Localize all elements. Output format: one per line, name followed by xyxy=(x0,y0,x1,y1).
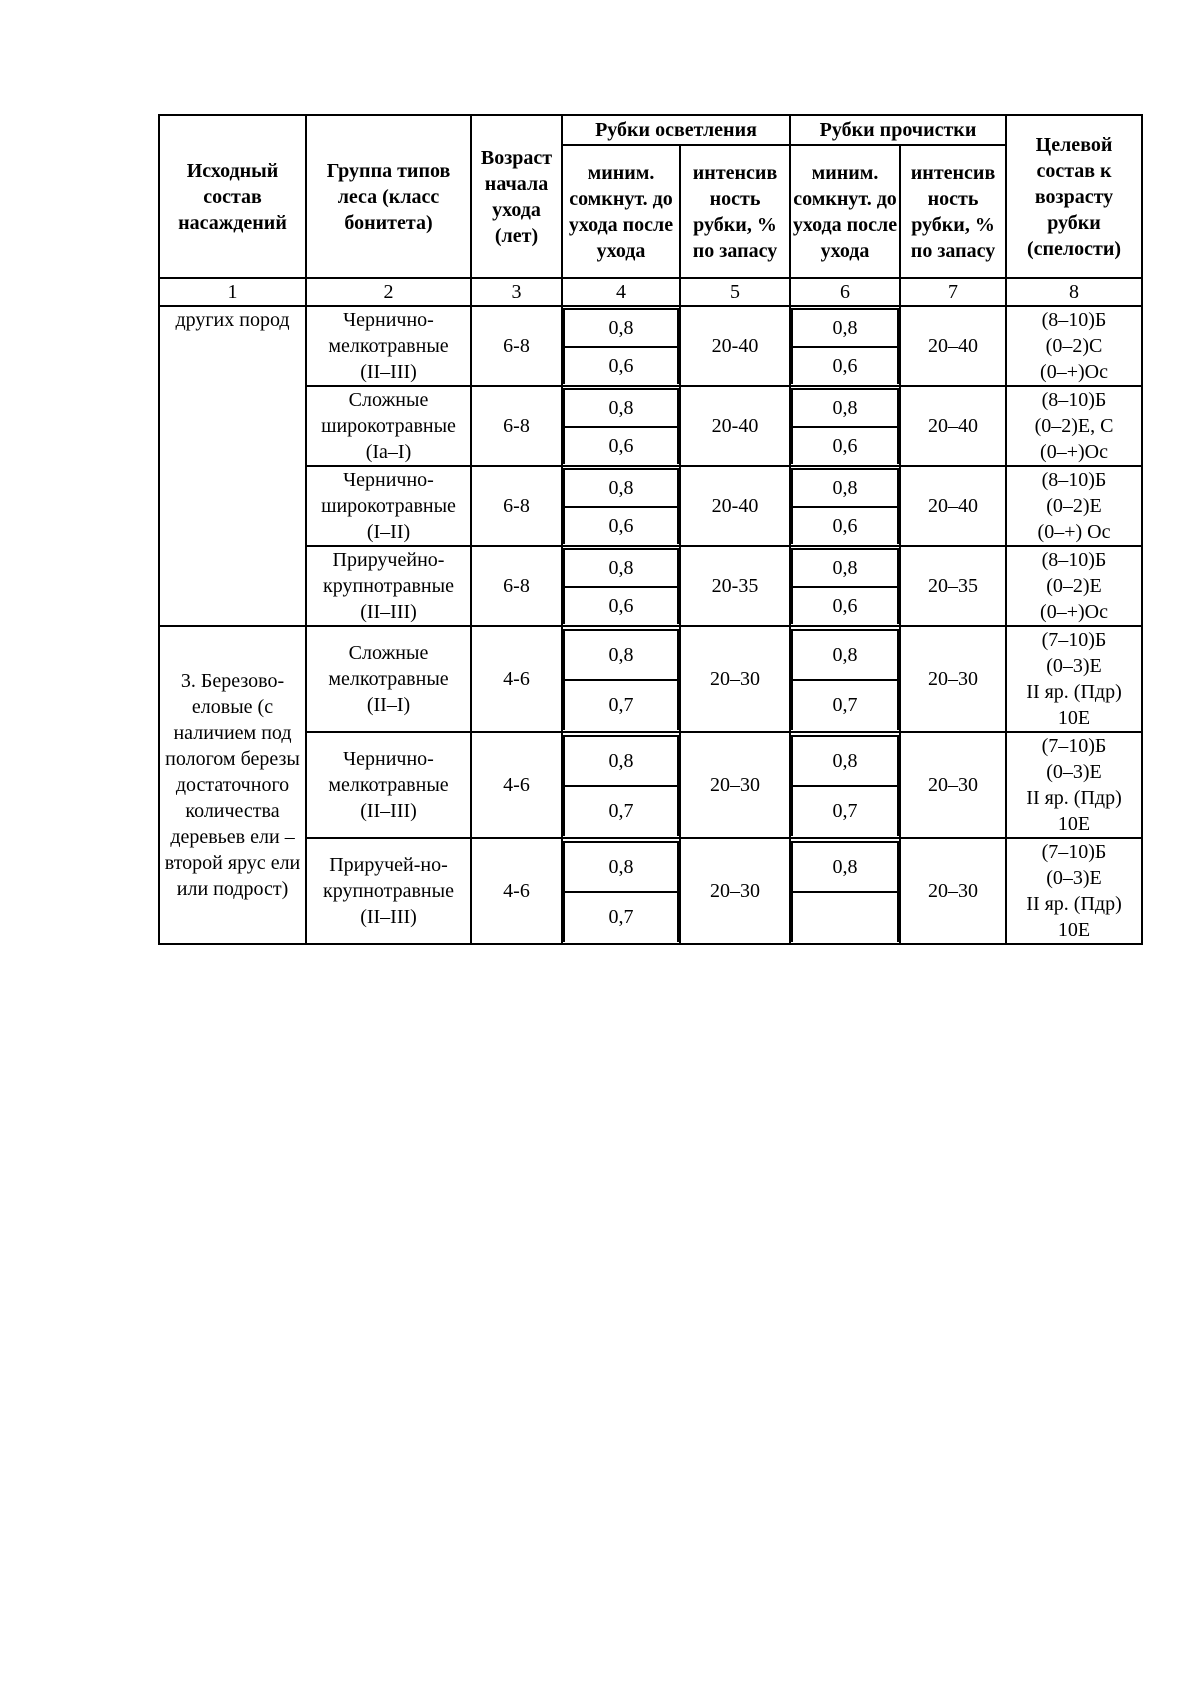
target-line: (0–3)Е xyxy=(1046,761,1102,783)
forest-type-line: Приручей-но- xyxy=(329,854,448,876)
forest-type-line: (Iа–I) xyxy=(365,441,412,463)
pro-min-cell-value: 0,8 xyxy=(792,630,898,681)
osv-min-cell-value: 0,8 xyxy=(564,309,678,347)
forest-type-line: широкотравные xyxy=(321,495,456,517)
osv-min-cell-value: 0,6 xyxy=(564,427,678,464)
forest-type-line: Приручейно- xyxy=(332,549,445,571)
column-number: 1 xyxy=(159,278,306,306)
forest-type-line: (II–I) xyxy=(366,694,411,716)
target-line: (8–10)Б xyxy=(1041,549,1107,571)
osv-min-cell xyxy=(562,546,680,626)
pro-int-cell: 20–40 xyxy=(900,386,1006,466)
pro-min-cell-value: 0,6 xyxy=(792,347,898,384)
header-forest-type: Группа типов леса (класс бонитета) xyxy=(306,115,471,278)
target-line: (0–3)Е xyxy=(1046,867,1102,889)
osv-min-cell xyxy=(562,386,680,466)
forest-type-line: (II–III) xyxy=(360,800,417,822)
pro-min-cell xyxy=(790,546,900,626)
target-line: (0–+) Ос xyxy=(1037,521,1111,543)
target-line: (8–10)Б xyxy=(1041,389,1107,411)
header-age: Возраст начала ухода (лет) xyxy=(471,115,562,278)
pro-min-cell-value: 0,8 xyxy=(792,389,898,427)
target-line: (7–10)Б xyxy=(1041,629,1107,651)
target-line: (0–+)Ос xyxy=(1040,601,1108,623)
target-cell xyxy=(1006,838,1142,944)
osv-min-cell-value: 0,7 xyxy=(564,786,678,836)
forest-type-line: Сложные xyxy=(348,389,429,411)
pro-min-cell xyxy=(790,386,900,466)
pro-min-cell-value: 0,8 xyxy=(792,842,898,893)
target-line: II яр. (Пдр) xyxy=(1026,893,1122,915)
forest-type-cell xyxy=(306,306,471,386)
age-cell: 6-8 xyxy=(471,306,562,386)
header-osv-min: миним. сомкнут. до ухода после ухода xyxy=(562,145,680,278)
forest-type-line: мелкотравные xyxy=(328,774,449,796)
osv-int-cell: 20-40 xyxy=(680,306,790,386)
header-pro-int: интенсив ность рубки, % по запасу xyxy=(900,145,1006,278)
target-line: (8–10)Б xyxy=(1041,309,1107,331)
target-line: II яр. (Пдр) xyxy=(1026,681,1122,703)
osv-min-cell-value: 0,7 xyxy=(564,680,678,730)
table-row xyxy=(159,386,1142,466)
pro-min-cell xyxy=(790,626,900,732)
pro-min-cell xyxy=(790,838,900,944)
forest-type-line: Сложные xyxy=(348,642,429,664)
header-pro-group: Рубки прочистки xyxy=(790,115,1006,145)
forest-type-line: (II–III) xyxy=(360,601,417,623)
header-osv-group: Рубки осветления xyxy=(562,115,790,145)
header-pro-min: миним. сомкнут. до ухода после ухода xyxy=(790,145,900,278)
forest-type-line: крупнотравные xyxy=(323,575,454,597)
pro-min-cell-value: 0,8 xyxy=(792,549,898,587)
osv-min-cell-value: 0,8 xyxy=(564,469,678,507)
pro-min-cell-value: 0,6 xyxy=(792,587,898,624)
pro-min-cell xyxy=(790,306,900,386)
pro-int-cell: 20–40 xyxy=(900,306,1006,386)
column-number: 2 xyxy=(306,278,471,306)
forest-type-line: крупнотравные xyxy=(323,880,454,902)
osv-min-cell-value: 0,8 xyxy=(564,630,678,681)
forest-type-line: широкотравные xyxy=(321,415,456,437)
pro-min-cell-value xyxy=(792,892,898,942)
forest-type-cell xyxy=(306,838,471,944)
column-number: 7 xyxy=(900,278,1006,306)
target-line: (7–10)Б xyxy=(1041,841,1107,863)
target-line: (7–10)Б xyxy=(1041,735,1107,757)
osv-min-cell-value: 0,7 xyxy=(564,892,678,942)
header-osv-int: интенсив ность рубки, % по запасу xyxy=(680,145,790,278)
pro-int-cell: 20–40 xyxy=(900,466,1006,546)
osv-int-cell: 20–30 xyxy=(680,626,790,732)
pro-int-cell: 20–30 xyxy=(900,838,1006,944)
pro-min-cell-value: 0,8 xyxy=(792,309,898,347)
age-cell: 4-6 xyxy=(471,732,562,838)
column-number: 5 xyxy=(680,278,790,306)
forest-type-cell xyxy=(306,466,471,546)
osv-int-cell: 20-35 xyxy=(680,546,790,626)
column-number: 4 xyxy=(562,278,680,306)
header-target: Целевой состав к возрасту рубки (спелости) xyxy=(1006,115,1142,278)
osv-min-cell xyxy=(562,626,680,732)
target-line: (8–10)Б xyxy=(1041,469,1107,491)
pro-min-cell-value: 0,8 xyxy=(792,469,898,507)
age-cell: 4-6 xyxy=(471,626,562,732)
forest-type-line: мелкотравные xyxy=(328,335,449,357)
target-cell xyxy=(1006,386,1142,466)
column-number: 3 xyxy=(471,278,562,306)
osv-int-cell: 20–30 xyxy=(680,732,790,838)
target-cell xyxy=(1006,306,1142,386)
table-row xyxy=(159,546,1142,626)
pro-min-cell-value: 0,7 xyxy=(792,786,898,836)
osv-min-cell-value: 0,8 xyxy=(564,549,678,587)
forest-type-cell xyxy=(306,386,471,466)
target-cell xyxy=(1006,732,1142,838)
pro-int-cell: 20–30 xyxy=(900,626,1006,732)
composition-cell: других пород xyxy=(159,306,306,626)
age-cell: 6-8 xyxy=(471,546,562,626)
table-row xyxy=(159,466,1142,546)
forest-type-cell xyxy=(306,732,471,838)
target-cell xyxy=(1006,546,1142,626)
pro-min-cell-value: 0,6 xyxy=(792,507,898,544)
table-body xyxy=(159,306,1142,944)
target-line: 10Е xyxy=(1057,707,1091,729)
target-cell xyxy=(1006,626,1142,732)
forest-type-line: мелкотравные xyxy=(328,668,449,690)
pro-min-cell-value: 0,6 xyxy=(792,427,898,464)
header-composition: Исходный состав насаждений xyxy=(159,115,306,278)
osv-int-cell: 20-40 xyxy=(680,386,790,466)
age-cell: 6-8 xyxy=(471,466,562,546)
column-numbers-row xyxy=(159,278,1142,306)
pro-int-cell: 20–35 xyxy=(900,546,1006,626)
target-line: (0–2)Е xyxy=(1046,495,1102,517)
forest-type-line: (II–III) xyxy=(360,361,417,383)
target-line: (0–3)Е xyxy=(1046,655,1102,677)
osv-min-cell-value: 0,8 xyxy=(564,389,678,427)
pro-int-cell: 20–30 xyxy=(900,732,1006,838)
pro-min-cell-value: 0,7 xyxy=(792,680,898,730)
pro-min-cell xyxy=(790,732,900,838)
target-line: (0–2)Е, С xyxy=(1034,415,1114,437)
osv-min-cell xyxy=(562,732,680,838)
osv-min-cell xyxy=(562,306,680,386)
forest-type-line: Чернично- xyxy=(343,469,434,491)
target-line: 10Е xyxy=(1057,919,1091,941)
target-line: (0–2)Е xyxy=(1046,575,1102,597)
target-line: II яр. (Пдр) xyxy=(1026,787,1122,809)
osv-min-cell-value: 0,8 xyxy=(564,736,678,787)
pro-min-cell-value: 0,8 xyxy=(792,736,898,787)
table-row xyxy=(159,626,1142,732)
target-line: (0–2)С xyxy=(1045,335,1103,357)
age-cell: 4-6 xyxy=(471,838,562,944)
forest-type-cell xyxy=(306,546,471,626)
target-cell xyxy=(1006,466,1142,546)
forest-type-cell xyxy=(306,626,471,732)
osv-min-cell xyxy=(562,838,680,944)
forest-type-line: (II–III) xyxy=(360,906,417,928)
forest-type-line: Чернично- xyxy=(343,309,434,331)
osv-min-cell-value: 0,6 xyxy=(564,587,678,624)
target-line: 10Е xyxy=(1057,813,1091,835)
osv-min-cell-value: 0,8 xyxy=(564,842,678,893)
target-line: (0–+)Ос xyxy=(1040,441,1108,463)
table-row xyxy=(159,306,1142,386)
column-number: 6 xyxy=(790,278,900,306)
osv-min-cell-value: 0,6 xyxy=(564,507,678,544)
forest-care-table xyxy=(158,114,1143,945)
pro-min-cell xyxy=(790,466,900,546)
table-row xyxy=(159,838,1142,944)
osv-int-cell: 20-40 xyxy=(680,466,790,546)
age-cell: 6-8 xyxy=(471,386,562,466)
osv-min-cell xyxy=(562,466,680,546)
target-line: (0–+)Ос xyxy=(1040,361,1108,383)
osv-min-cell-value: 0,6 xyxy=(564,347,678,384)
forest-type-line: (I–II) xyxy=(366,521,411,543)
column-number: 8 xyxy=(1006,278,1142,306)
composition-cell: 3. Березово-еловые (с наличием под пологом березы достаточного количества деревьев ели – второй ярус ели или подрост) xyxy=(159,626,306,944)
table-row xyxy=(159,732,1142,838)
osv-int-cell: 20–30 xyxy=(680,838,790,944)
forest-type-line: Чернично- xyxy=(343,748,434,770)
